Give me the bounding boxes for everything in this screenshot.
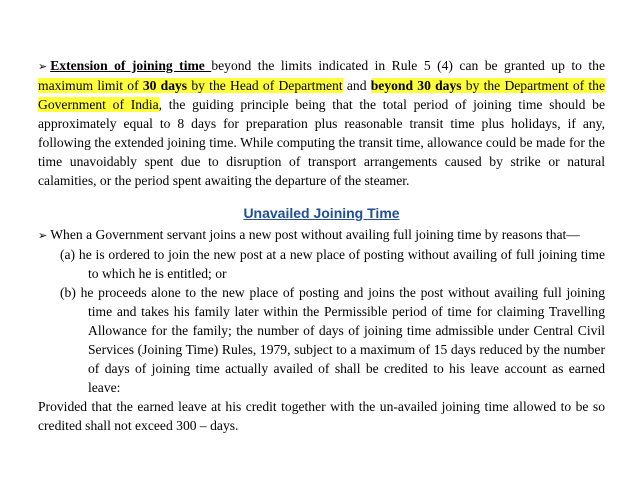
unavailed-joining-time-heading: Unavailed Joining Time <box>243 205 400 221</box>
unavailed-intro-paragraph <box>38 225 605 245</box>
proviso-paragraph: Provided that the earned leave at his credit together with the un-availed joining time allowed to be so credited shall not exceed 300 – days. <box>38 399 605 433</box>
extension-text-3: , the guiding principle being that the total period of joining time should be approximately equal to 8 days for preparation plus reasonable transit time plus holidays, if any, following the extended joining time. While computing the transit time, allowance could be made for the time unavoidably spent due to disruption of transport arrangements caused by strike or natural calamities, or the period spent awaiting the departure of the steamer. <box>38 97 605 188</box>
arrow-bullet-icon: ➢ <box>38 60 48 73</box>
extension-paragraph <box>38 56 605 190</box>
extension-title: Extension of joining time <box>50 58 212 73</box>
extension-text-1: beyond the limits indicated in Rule 5 (4) can be granted up to the <box>211 58 606 73</box>
highlight-beyond-30-days: beyond 30 days <box>370 78 462 93</box>
highlight-max-limit <box>38 78 343 93</box>
highlight-government-of-india: by the Department of the Government of India <box>38 78 605 112</box>
arrow-bullet-icon: ➢ <box>38 229 48 242</box>
list-item-a <box>38 245 605 283</box>
unavailed-intro-text: When a Government servant joins a new post without availing full joining time by reasons that— <box>50 227 580 242</box>
highlight-head-of-department: by the Head of Department <box>187 78 343 93</box>
highlight-max-limit-a: maximum limit of <box>38 78 143 93</box>
highlight-30-days: 30 days <box>142 78 188 93</box>
list-item-b <box>38 283 605 397</box>
list-item-text: he is ordered to join the new post at a new place of posting without availing of full joining time to which he is entitled; or <box>78 247 605 281</box>
list-item-text: he proceeds alone to the new place of posting and joins the post without availing full joining time and takes his family later within the Permissible period of time for claiming Travelling Allowance for the family; the number of days of joining time admissible under Central Civil Services (Joining Time) Rules, 1979, subject to a maximum of 15 days reduced by the number of days of joining time actually availed of shall be credited to his leave account as earned leave: <box>80 285 605 395</box>
list-item-label: (a) <box>60 247 76 262</box>
document-page <box>38 56 605 435</box>
list-item-label: (b) <box>60 285 76 300</box>
extension-text-2: and <box>342 78 371 93</box>
